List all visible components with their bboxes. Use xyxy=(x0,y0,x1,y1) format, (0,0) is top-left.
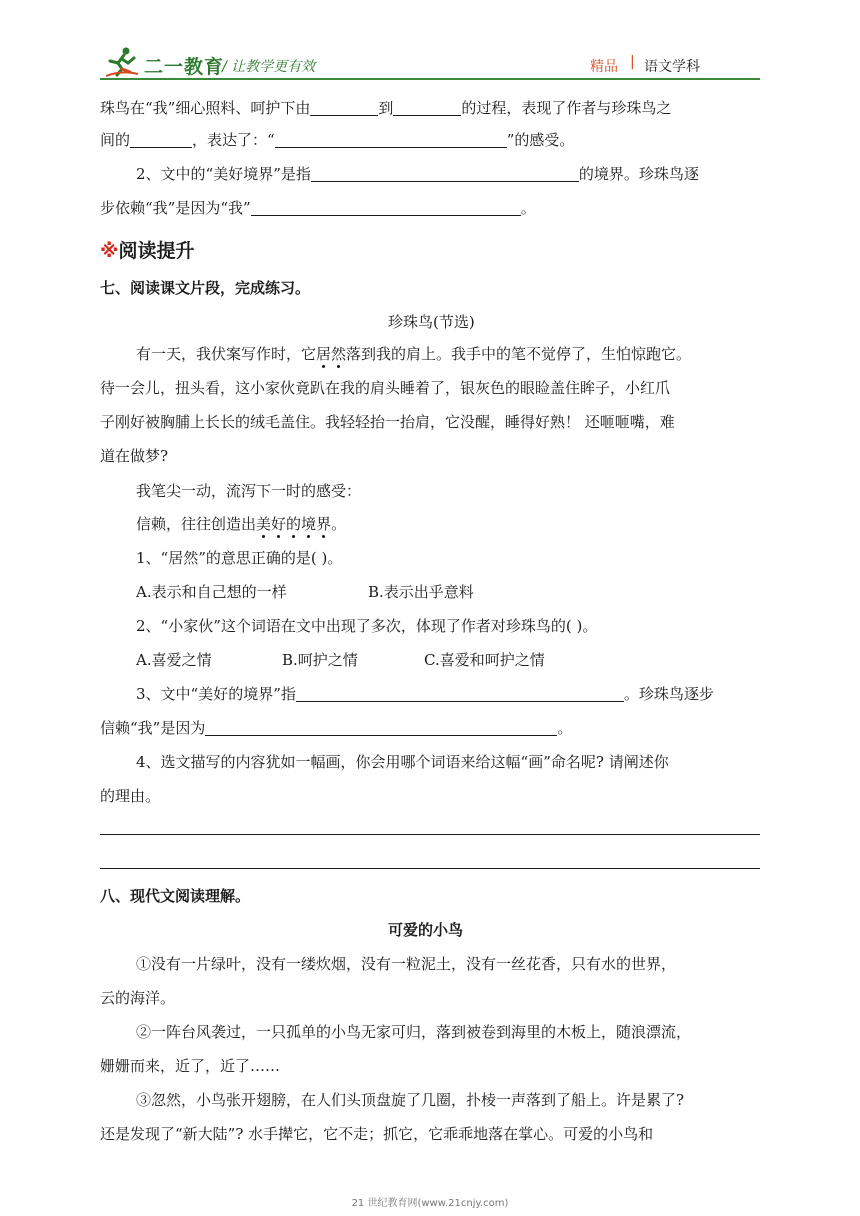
prev-q2-line-1: 2、文中的“美好境界”是指 的境界。珍珠鸟逐 xyxy=(136,165,699,183)
q8-para-1-line-1: ①没有一片绿叶，没有一缕炊烟，没有一粒泥土，没有一丝花香，只有水的世界， xyxy=(136,955,677,973)
q7-question-2: 2、“小家伙”这个词语在文中出现了多次，体现了作者对珍珠鸟的( )。 xyxy=(136,617,598,635)
q7-question-3-line-1: 3、文中“美好的境界”指 。珍珠鸟逐步 xyxy=(136,685,714,703)
logo xyxy=(104,46,140,78)
premium-label: 精品 xyxy=(590,59,618,75)
answer-blank[interactable] xyxy=(296,685,624,702)
prev-line-1: 珠鸟在“我”细心照料、呵护下由 到 的过程，表现了作者与珍珠鸟之 xyxy=(100,99,672,117)
q7-question-4-line-2: 的理由。 xyxy=(100,787,161,805)
q8-passage-title: 可爱的小鸟 xyxy=(388,921,464,939)
q7-q1-option-a[interactable]: A.表示和自己想的一样 xyxy=(136,583,287,601)
q7-passage-line-3: 子刚好被胸脯上长长的绒毛盖住。我轻轻抬一抬肩，它没醒，睡得好熟！ 还咂咂嘴，难 xyxy=(100,413,675,431)
section-heading: ※阅读提升 xyxy=(100,240,195,262)
slogan: / 让教学更有效 xyxy=(222,59,316,75)
answer-blank[interactable] xyxy=(310,99,378,116)
q7-passage-line-5: 我笔尖一动，流泻下一时的感受： xyxy=(136,482,362,500)
q7-title: 七、阅读课文片段，完成练习。 xyxy=(100,279,311,297)
answer-blank[interactable] xyxy=(251,199,521,216)
running-figure-icon xyxy=(104,46,140,78)
answer-blank[interactable] xyxy=(311,165,579,182)
q7-passage-title: 珍珠鸟(节选) xyxy=(388,313,475,331)
answer-blank[interactable] xyxy=(393,99,461,116)
header-separator: | xyxy=(630,54,635,70)
q7-question-1: 1、“居然”的意思正确的是( )。 xyxy=(136,549,343,567)
q7-passage-line-4: 道在做梦? xyxy=(100,447,169,465)
q7-passage-line-2: 待一会儿，扭头看，这小家伙竟趴在我的肩头睡着了，银灰色的眼睑盖住眸子，小红爪 xyxy=(100,379,671,397)
answer-blank[interactable] xyxy=(275,131,507,148)
q7-passage-line-1: 有一天，我伏案写作时，它居然落到我的肩上。我手中的笔不觉停了，生怕惊跑它。 xyxy=(136,345,692,363)
answer-blank[interactable] xyxy=(130,131,192,148)
q7-q2-option-a[interactable]: A.喜爱之情 xyxy=(136,651,212,669)
subject-label: 语文学科 xyxy=(644,59,700,75)
q7-question-3-line-2: 信赖“我”是因为 。 xyxy=(100,719,573,737)
q8-para-3-line-1: ③忽然，小鸟张开翅膀，在人们头顶盘旋了几圈，扑棱一声落到了船上。许是累了? xyxy=(136,1091,685,1109)
logo-text: 二一教育 xyxy=(144,56,225,78)
q7-q2-option-b[interactable]: B.呵护之情 xyxy=(282,651,358,669)
page-footer: 21 世纪教育网(www.21cnjy.com) xyxy=(351,1198,509,1209)
q8-para-2-line-2: 姗姗而来，近了，近了…… xyxy=(100,1057,281,1075)
q7-q2-option-c[interactable]: C.喜爱和呵护之情 xyxy=(424,651,545,669)
q8-para-1-line-2: 云的海洋。 xyxy=(100,989,176,1007)
q7-q1-option-b[interactable]: B.表示出乎意料 xyxy=(368,583,474,601)
header-rule xyxy=(100,78,760,80)
prev-q2-line-2: 步依赖“我”是因为“我” 。 xyxy=(100,199,536,217)
answer-line[interactable] xyxy=(100,834,760,835)
q8-title: 八、现代文阅读理解。 xyxy=(100,887,251,905)
q8-para-3-line-2: 还是发现了“新大陆”? 水手撵它，它不走；抓它，它乖乖地落在掌心。可爱的小鸟和 xyxy=(100,1125,654,1143)
answer-line[interactable] xyxy=(100,868,760,869)
section-mark: ※ xyxy=(100,240,119,262)
answer-blank[interactable] xyxy=(205,719,557,736)
q8-para-2-line-1: ②一阵台风袭过，一只孤单的小鸟无家可归，落到被卷到海里的木板上，随浪漂流， xyxy=(136,1023,692,1041)
q7-passage-line-6: 信赖，往往创造出美好的境界。 xyxy=(136,515,347,533)
prev-line-2: 间的 ，表达了：“ ”的感受。 xyxy=(100,131,575,149)
q7-question-4-line-1: 4、选文描写的内容犹如一幅画，你会用哪个词语来给这幅“画”命名呢? 请阐述你 xyxy=(136,753,669,771)
